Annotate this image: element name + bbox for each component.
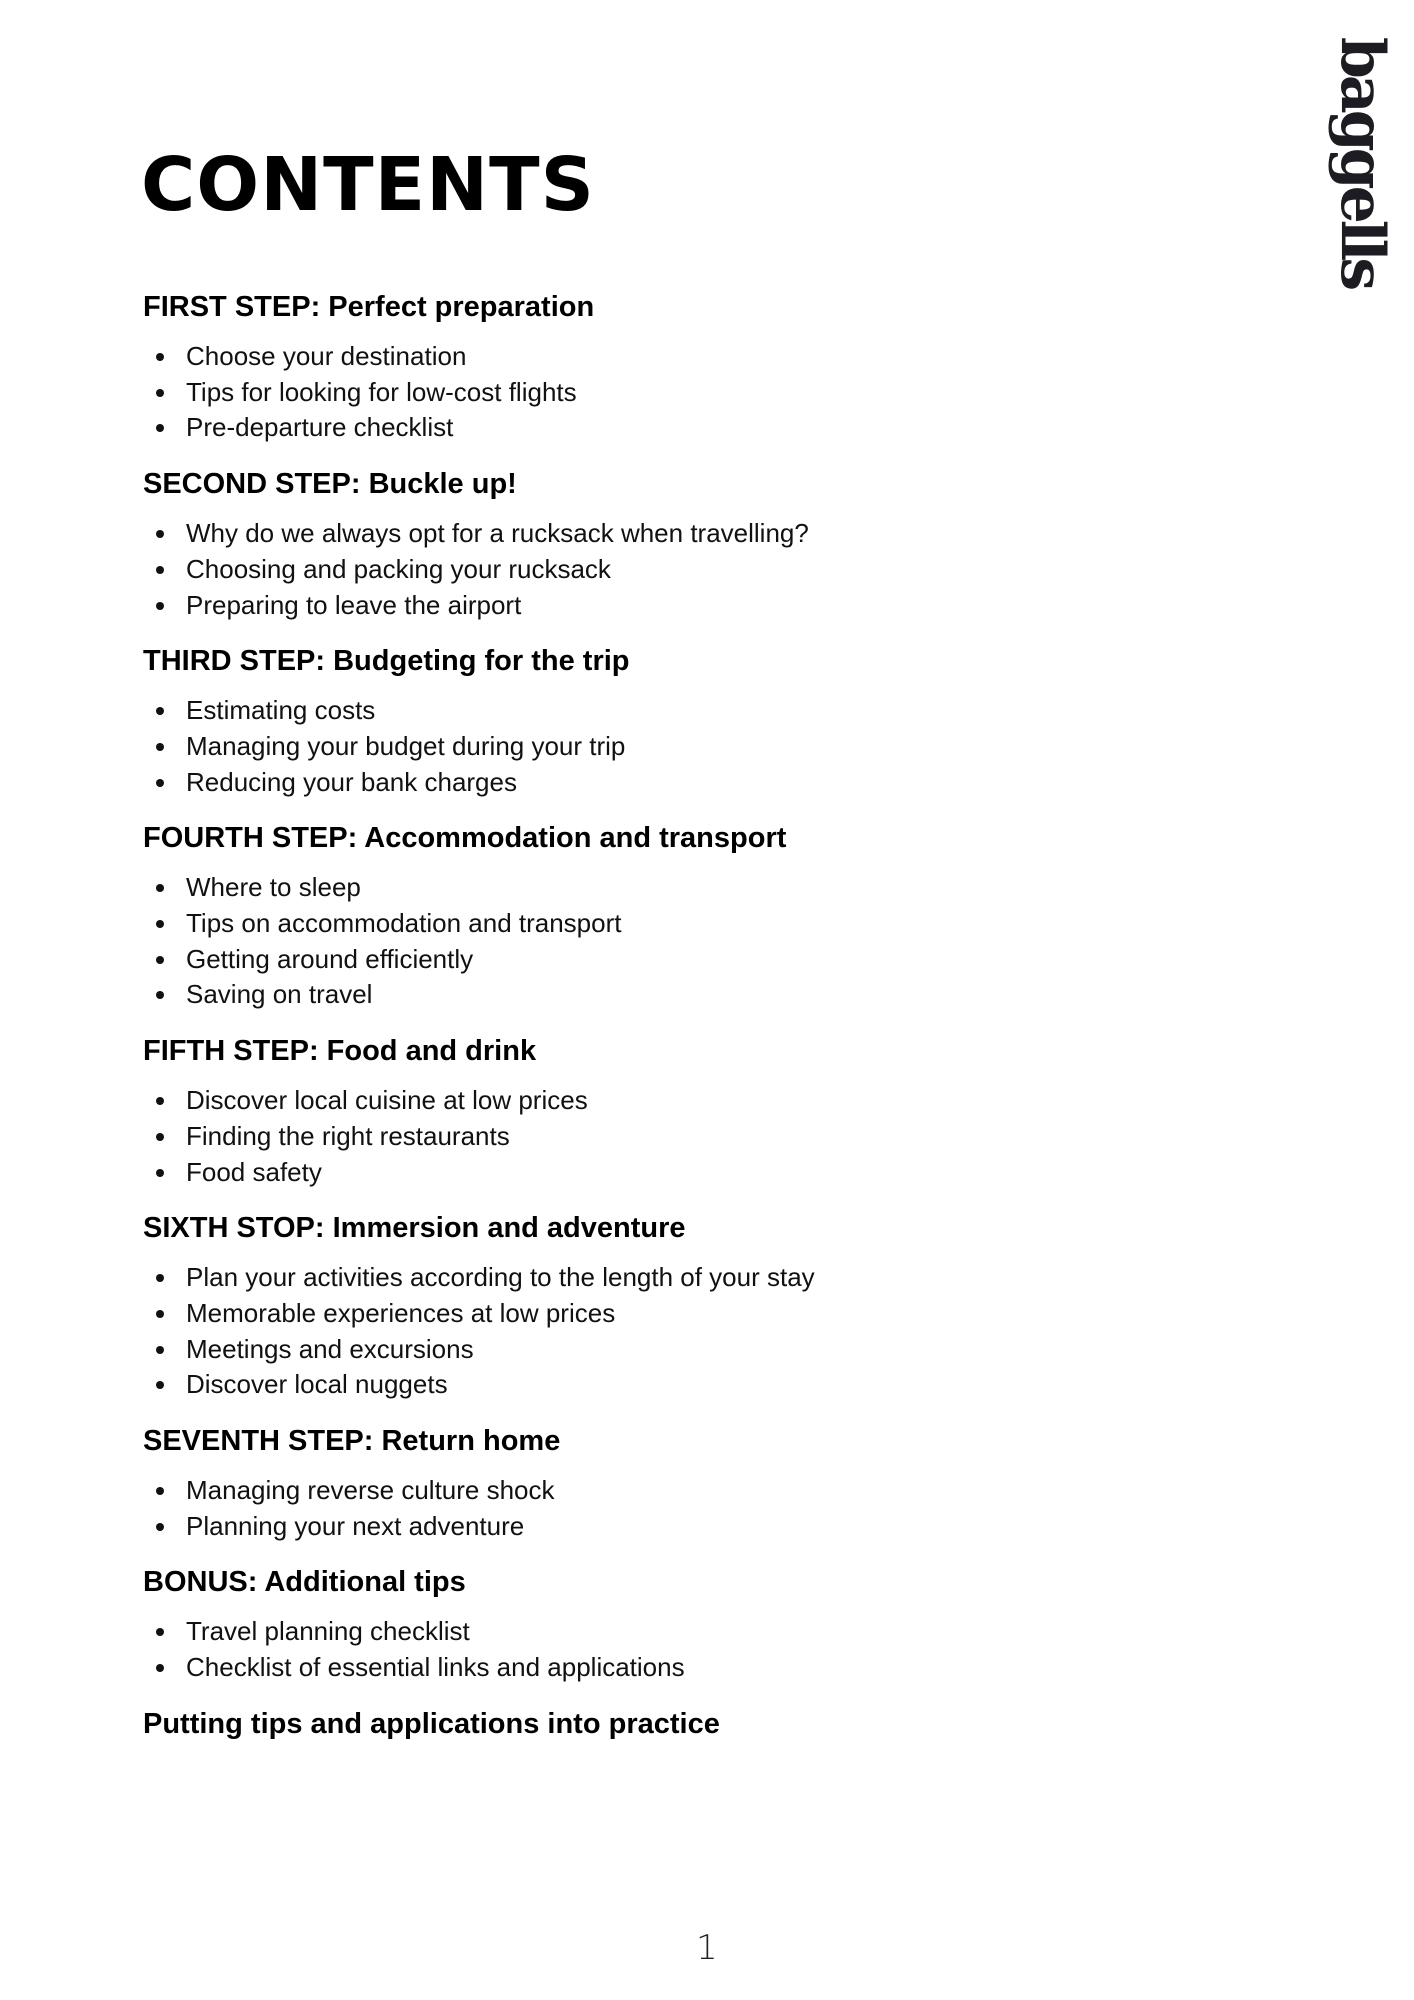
list-item xyxy=(143,729,1243,765)
list-item xyxy=(143,588,1243,624)
toc-section xyxy=(143,464,1243,623)
bullet-icon xyxy=(156,743,164,751)
list-item-label: Planning your next adventure xyxy=(186,1510,525,1541)
bullet-icon xyxy=(156,424,164,432)
section-heading: FOURTH STEP: Accommodation and transport xyxy=(143,822,787,855)
list-item xyxy=(143,942,1243,978)
list-item xyxy=(143,552,1243,588)
bullet-icon xyxy=(156,707,164,715)
section-item-list xyxy=(143,1260,1243,1403)
list-item xyxy=(143,1083,1243,1119)
section-item-list xyxy=(143,339,1243,446)
list-item xyxy=(143,410,1243,446)
toc-section xyxy=(143,818,1243,1013)
bullet-icon xyxy=(156,389,164,397)
list-item xyxy=(143,1332,1243,1368)
section-item-list xyxy=(143,1614,1243,1685)
brand-logo xyxy=(1327,32,1397,292)
list-item-label: Estimating costs xyxy=(186,695,376,726)
list-item-label: Where to sleep xyxy=(186,872,361,903)
bullet-icon xyxy=(156,1097,164,1105)
section-item-list xyxy=(143,1083,1243,1190)
list-item-label: Reducing your bank charges xyxy=(186,766,517,797)
list-item-label: Pre-departure checklist xyxy=(186,412,454,443)
toc-section xyxy=(143,641,1243,800)
list-item xyxy=(143,906,1243,942)
list-item xyxy=(143,977,1243,1013)
list-item-label: Memorable experiences at low prices xyxy=(186,1297,616,1328)
list-item-label: Getting around efficiently xyxy=(186,943,474,974)
list-item xyxy=(143,375,1243,411)
bullet-icon xyxy=(156,530,164,538)
bullet-icon xyxy=(156,1628,164,1636)
list-item xyxy=(143,1650,1243,1686)
list-item xyxy=(143,1473,1243,1509)
section-item-list xyxy=(143,693,1243,800)
list-item xyxy=(143,1119,1243,1155)
section-heading: FIFTH STEP: Food and drink xyxy=(143,1035,537,1068)
section-heading: BONUS: Additional tips xyxy=(143,1566,466,1599)
section-heading: THIRD STEP: Budgeting for the trip xyxy=(143,645,630,678)
list-item-label: Plan your activities according to the length of your stay xyxy=(186,1262,815,1293)
toc-section xyxy=(143,1421,1243,1544)
list-item-label: Travel planning checklist xyxy=(186,1616,470,1647)
list-item-label: Managing reverse culture shock xyxy=(186,1475,555,1506)
list-item-label: Managing your budget during your trip xyxy=(186,730,626,761)
list-item xyxy=(143,516,1243,552)
bullet-icon xyxy=(156,991,164,999)
bullet-icon xyxy=(156,779,164,787)
toc-section xyxy=(143,1031,1243,1190)
section-heading: FIRST STEP: Perfect preparation xyxy=(143,291,595,323)
list-item-label: Food safety xyxy=(186,1156,322,1187)
section-item-list xyxy=(143,1473,1243,1544)
page-title: CONTENTS xyxy=(141,142,595,228)
page-number: 1 xyxy=(696,1928,718,1968)
toc-section xyxy=(143,1562,1243,1685)
section-heading: Putting tips and applications into practice xyxy=(143,1707,720,1740)
bullet-icon xyxy=(156,353,164,361)
bullet-icon xyxy=(156,602,164,610)
list-item-label: Discover local nuggets xyxy=(186,1369,448,1400)
list-item-label: Meetings and excursions xyxy=(186,1333,474,1364)
list-item xyxy=(143,339,1243,375)
bullet-icon xyxy=(156,1523,164,1531)
toc-section xyxy=(143,1208,1243,1403)
toc-section xyxy=(143,287,1243,446)
bullet-icon xyxy=(156,884,164,892)
section-heading: SECOND STEP: Buckle up! xyxy=(143,468,517,501)
list-item-label: Choose your destination xyxy=(186,341,467,371)
list-item xyxy=(143,1367,1243,1403)
section-heading: SIXTH STOP: Immersion and adventure xyxy=(143,1212,686,1245)
list-item xyxy=(143,870,1243,906)
list-item xyxy=(143,765,1243,801)
bullet-icon xyxy=(156,1274,164,1282)
bullet-icon xyxy=(156,1169,164,1177)
list-item-label: Discover local cuisine at low prices xyxy=(186,1085,588,1116)
list-item-label: Why do we always opt for a rucksack when travelling? xyxy=(186,518,809,549)
bullet-icon xyxy=(156,1133,164,1141)
list-item xyxy=(143,1614,1243,1650)
list-item-label: Choosing and packing your rucksack xyxy=(186,553,611,584)
bullet-icon xyxy=(156,956,164,964)
list-item xyxy=(143,1509,1243,1545)
list-item xyxy=(143,693,1243,729)
list-item-label: Checklist of essential links and applications xyxy=(186,1652,685,1683)
bullet-icon xyxy=(156,566,164,574)
list-item xyxy=(143,1260,1243,1296)
bullet-icon xyxy=(156,1310,164,1318)
list-item xyxy=(143,1296,1243,1332)
bullet-icon xyxy=(156,920,164,928)
section-heading: SEVENTH STEP: Return home xyxy=(143,1425,561,1458)
list-item-label: Preparing to leave the airport xyxy=(186,589,522,620)
bullet-icon xyxy=(156,1487,164,1495)
list-item-label: Finding the right restaurants xyxy=(186,1120,510,1151)
bullet-icon xyxy=(156,1381,164,1389)
list-item-label: Tips on accommodation and transport xyxy=(186,908,622,939)
bullet-icon xyxy=(156,1664,164,1672)
section-item-list xyxy=(143,516,1243,623)
list-item-label: Tips for looking for low-cost flights xyxy=(186,376,577,407)
list-item-label: Saving on travel xyxy=(186,979,373,1010)
list-item xyxy=(143,1155,1243,1191)
table-of-contents xyxy=(143,287,1243,1762)
logo-text: baggells xyxy=(1327,36,1397,288)
section-item-list xyxy=(143,870,1243,1013)
toc-section xyxy=(143,1704,1243,1744)
bullet-icon xyxy=(156,1346,164,1354)
